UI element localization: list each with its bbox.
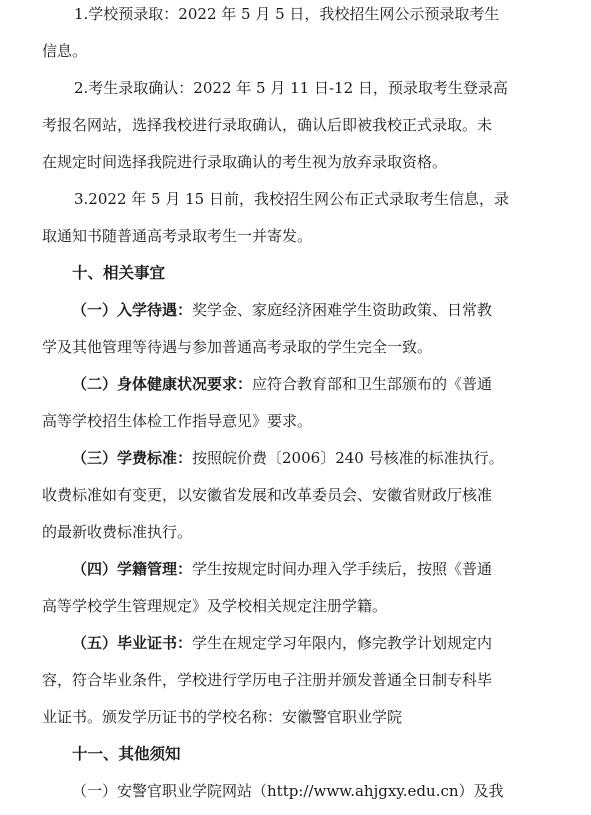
section-10-item-5: [42, 625, 544, 736]
item-4-first-text: 学生按规定时间办理入学手续后，按照《普通: [192, 560, 493, 578]
step-1-line-2: 信息。: [42, 42, 88, 60]
section-11-line-1: （一）安警官职业学院网站（http://www.ahjgxy.edu.cn）及我: [72, 782, 504, 800]
item-4-line-2: 高等学校学生管理规定》及学校相关规定注册学籍。: [42, 597, 388, 615]
item-2-line-1: [72, 366, 544, 403]
step-3-line-1: 3.2022 年 5 月 15 日前，我校招生网公布正式录取考生信息，录: [74, 190, 509, 208]
item-2-label: （二）身体健康状况要求：: [72, 375, 253, 393]
item-3-line-1: [72, 440, 544, 477]
item-5-line-1: [72, 625, 544, 662]
item-3-line-2: 收费标准如有变更，以安徽省发展和改革委员会、安徽省财政厅核准: [42, 486, 493, 504]
section-10-item-1: [42, 292, 544, 366]
item-5-first-text: 学生在规定学习年限内，修完教学计划规定内: [192, 634, 493, 652]
item-1-line-2: 学及其他管理等待遇与参加普通高考录取的学生完全一致。: [42, 338, 433, 356]
admission-step-1: [42, 0, 544, 70]
section-11-item-1: [72, 773, 544, 810]
item-1-line-1: [72, 292, 544, 329]
section-10-item-3: [42, 440, 544, 551]
admission-step-2: [42, 70, 544, 181]
step-3-line-2: 取通知书随普通高考录取考生一并寄发。: [42, 227, 313, 245]
item-5-label: （五）毕业证书：: [72, 634, 193, 652]
item-5-line-2: 容，符合毕业条件，学校进行学历电子注册并颁发普通全日制专科毕: [42, 671, 493, 689]
step-2-line-1: 2.考生录取确认：2022 年 5 月 11 日-12 日，预录取考生登录高: [74, 79, 508, 97]
item-3-first-text: 按照皖价费〔2006〕240 号核准的标准执行。: [192, 449, 504, 467]
item-1-label: （一）入学待遇：: [72, 301, 193, 319]
item-2-line-2: 高等学校招生体检工作指导意见》要求。: [42, 412, 313, 430]
step-2-line-2: 考报名网站，选择我校进行录取确认，确认后即被我校正式录取。未: [42, 116, 493, 134]
step-1-line-1: 1.学校预录取：2022 年 5 月 5 日，我校招生网公示预录取考生: [74, 5, 500, 23]
section-10-item-4: [42, 551, 544, 625]
item-3-line-3: 的最新收费标准执行。: [42, 523, 193, 541]
item-1-first-text: 奖学金、家庭经济困难学生资助政策、日常教: [192, 301, 493, 319]
section-10-item-2: [42, 366, 544, 440]
item-4-label: （四）学籍管理：: [72, 560, 193, 578]
admission-step-3: [42, 181, 544, 255]
item-5-line-3: 业证书。颁发学历证书的学校名称：安徽警官职业学院: [42, 708, 403, 726]
item-3-label: （三）学费标准：: [72, 449, 193, 467]
section-11-heading: 十一、其他须知: [72, 745, 181, 763]
item-4-line-1: [72, 551, 544, 588]
item-2-first-text: 应符合教育部和卫生部颁布的《普通: [252, 375, 493, 393]
step-2-line-3: 在规定时间选择我院进行录取确认的考生视为放弃录取资格。: [42, 153, 448, 171]
section-10-heading: 十、相关事宜: [72, 264, 166, 282]
